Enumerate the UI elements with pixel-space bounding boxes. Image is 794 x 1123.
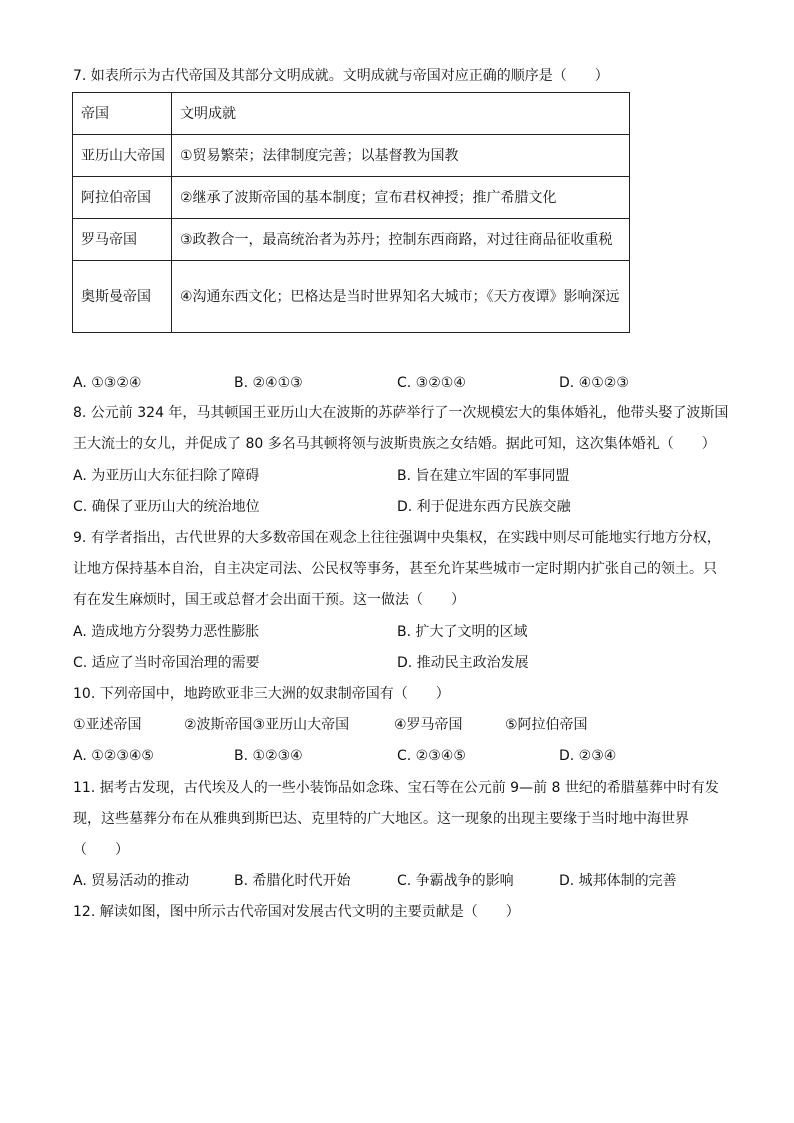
q10-option-d[interactable]: D. ②③④ bbox=[559, 748, 617, 764]
q8-option-b[interactable]: B. 旨在建立牢固的军事同盟 bbox=[397, 468, 570, 484]
table-row bbox=[73, 219, 630, 261]
table-header-row bbox=[73, 93, 630, 135]
q10-item-4: ④罗马帝国 bbox=[394, 717, 463, 733]
table-cell-empire: 阿拉伯帝国 bbox=[73, 177, 172, 219]
q11-option-b[interactable]: B. 希腊化时代开始 bbox=[234, 873, 351, 889]
q9-option-d[interactable]: D. 推动民主政治发展 bbox=[397, 655, 529, 671]
q8-stem-line-1: 8. 公元前 324 年，马其顿国王亚历山大在波斯的苏萨举行了一次规模宏大的集体婚礼，他带头娶了波斯国 bbox=[73, 405, 729, 421]
q9-stem-line-2: 让地方保持基本自治，自主决定司法、公民权等事务，甚至允许某些城市一定时期内扩张自己的领土。只 bbox=[73, 561, 717, 577]
q10-option-c[interactable]: C. ②③④⑤ bbox=[397, 748, 466, 764]
q8-option-c[interactable]: C. 确保了亚历山大的统治地位 bbox=[73, 499, 260, 515]
q11-stem-line-2: 现，这些墓葬分布在从雅典到斯巴达、克里特的广大地区。这一现象的出现主要缘于当时地中海世界 bbox=[73, 811, 689, 827]
table-header-empire: 帝国 bbox=[73, 93, 172, 135]
table-cell-achievement: ③政教合一，最高统治者为苏丹；控制东西商路，对过往商品征收重税 bbox=[172, 219, 630, 261]
q10-item-1: ①亚述帝国 bbox=[73, 717, 142, 733]
q11-stem-line-1: 11. 据考古发现，古代埃及人的一些小装饰品如念珠、宝石等在公元前 9—前 8 世纪的希腊墓葬中时有发 bbox=[73, 780, 719, 796]
table-cell-achievement: ②继承了波斯帝国的基本制度；宣布君权神授；推广希腊文化 bbox=[172, 177, 630, 219]
q10-item-5: ⑤阿拉伯帝国 bbox=[505, 717, 588, 733]
table-cell-achievement: ①贸易繁荣；法律制度完善；以基督教为国教 bbox=[172, 135, 630, 177]
table-cell-empire: 亚历山大帝国 bbox=[73, 135, 172, 177]
q7-table bbox=[72, 92, 630, 333]
q11-option-c[interactable]: C. 争霸战争的影响 bbox=[397, 873, 514, 889]
q9-option-a[interactable]: A. 造成地方分裂势力恶性膨胀 bbox=[73, 624, 260, 640]
table-row bbox=[73, 261, 630, 333]
q7-option-c[interactable]: C. ③②①④ bbox=[397, 375, 466, 391]
q8-option-d[interactable]: D. 利于促进东西方民族交融 bbox=[397, 499, 571, 515]
table-cell-achievement: ④沟通东西文化；巴格达是当时世界知名大城市；《天方夜谭》影响深远 bbox=[172, 261, 630, 333]
q9-option-b[interactable]: B. 扩大了文明的区域 bbox=[397, 624, 528, 640]
q10-stem: 10. 下列帝国中，地跨欧亚非三大洲的奴隶制帝国有（ ） bbox=[73, 686, 450, 702]
q7-option-a[interactable]: A. ①③②④ bbox=[73, 375, 142, 391]
q10-item-2-3: ②波斯帝国③亚历山大帝国 bbox=[184, 717, 350, 733]
table-header-achievement: 文明成就 bbox=[172, 93, 630, 135]
table-row bbox=[73, 135, 630, 177]
q10-option-a[interactable]: A. ①②③④⑤ bbox=[73, 748, 154, 764]
q8-option-a[interactable]: A. 为亚历山大东征扫除了障碍 bbox=[73, 468, 260, 484]
q9-stem-line-3: 有在发生麻烦时，国王或总督才会出面干预。这一做法（ ） bbox=[73, 592, 465, 608]
table-cell-empire: 奥斯曼帝国 bbox=[73, 261, 172, 333]
q9-option-c[interactable]: C. 适应了当时帝国治理的需要 bbox=[73, 655, 260, 671]
q11-option-a[interactable]: A. 贸易活动的推动 bbox=[73, 873, 190, 889]
table-row bbox=[73, 177, 630, 219]
q8-stem-line-2: 王大流士的女儿，并促成了 80 多名马其顿将领与波斯贵族之女结婚。据此可知，这次集体婚礼（ ） bbox=[73, 436, 716, 452]
q10-option-b[interactable]: B. ①②③④ bbox=[234, 748, 303, 764]
q7-option-b[interactable]: B. ②④①③ bbox=[234, 375, 303, 391]
q9-stem-line-1: 9. 有学者指出，古代世界的大多数帝国在观念上往往强调中央集权，在实践中则尽可能地实行地方分权， bbox=[73, 530, 721, 546]
table-cell-empire: 罗马帝国 bbox=[73, 219, 172, 261]
q7-stem: 7. 如表所示为古代帝国及其部分文明成就。文明成就与帝国对应正确的顺序是（ ） bbox=[73, 68, 609, 84]
q11-option-d[interactable]: D. 城邦体制的完善 bbox=[559, 873, 677, 889]
q12-stem: 12. 解读如图，图中所示古代帝国对发展古代文明的主要贡献是（ ） bbox=[73, 904, 520, 920]
q7-option-d[interactable]: D. ④①②③ bbox=[559, 375, 629, 391]
q11-stem-line-3: （ ） bbox=[73, 842, 129, 858]
